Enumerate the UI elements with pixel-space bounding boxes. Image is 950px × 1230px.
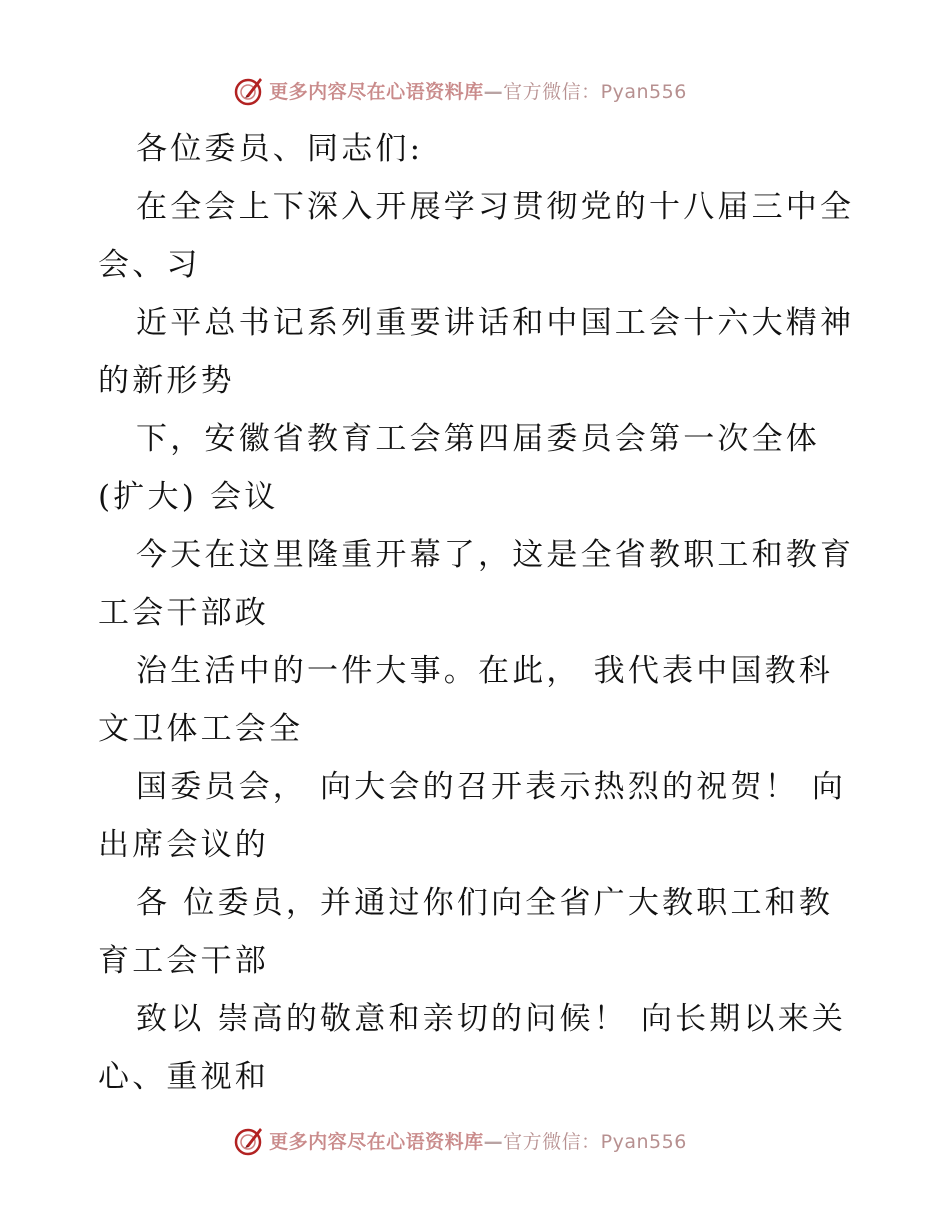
header-wechat-text: 官方微信：Pyan556 — [503, 80, 687, 103]
header-banner-title: 更多内容尽在心语资料库 — [269, 80, 484, 103]
doc-line: 各位委员、同志们: — [136, 131, 424, 167]
footer-banner — [0, 1120, 950, 1160]
doc-line: 出席会议的 — [98, 827, 269, 863]
footer-banner-inner — [233, 1124, 687, 1156]
document-body — [98, 120, 858, 1106]
doc-line: 工会干部政 — [98, 595, 269, 631]
doc-line: 各 位委员，并通过你们向全省广大教职工和教 — [136, 885, 834, 921]
doc-line: 会、习 — [98, 247, 201, 283]
doc-line: 治生活中的一件大事。在此， 我代表中国教科 — [136, 653, 834, 689]
doc-line: 今天在这里隆重开幕了，这是全省教职工和教育 — [136, 537, 855, 573]
doc-line: 的新形势 — [98, 363, 235, 399]
quill-pen-logo-icon — [233, 1124, 265, 1156]
header-banner-text — [269, 77, 687, 104]
footer-banner-dash: — — [483, 1130, 504, 1153]
doc-line: (扩大) 会议 — [98, 479, 279, 515]
doc-line: 致以 崇高的敬意和亲切的问候！ 向长期以来关 — [136, 1001, 847, 1037]
doc-line: 育工会干部 — [98, 943, 269, 979]
footer-wechat-text: 官方微信：Pyan556 — [503, 1130, 687, 1153]
header-banner-inner — [233, 74, 687, 106]
footer-banner-title: 更多内容尽在心语资料库 — [269, 1130, 484, 1153]
doc-line: 文卫体工会全 — [98, 711, 304, 747]
doc-line: 国委员会， 向大会的召开表示热烈的祝贺！ 向 — [136, 769, 847, 805]
header-banner-dash: — — [483, 80, 504, 103]
footer-banner-text — [269, 1127, 687, 1154]
doc-line: 在全会上下深入开展学习贯彻党的十八届三中全 — [136, 189, 855, 225]
doc-line: 心、重视和 — [98, 1059, 269, 1095]
header-banner — [0, 70, 950, 110]
quill-pen-logo-icon — [233, 74, 265, 106]
doc-line: 近平总书记系列重要讲话和中国工会十六大精神 — [136, 305, 855, 341]
doc-line: 下，安徽省教育工会第四届委员会第一次全体 — [136, 421, 820, 457]
